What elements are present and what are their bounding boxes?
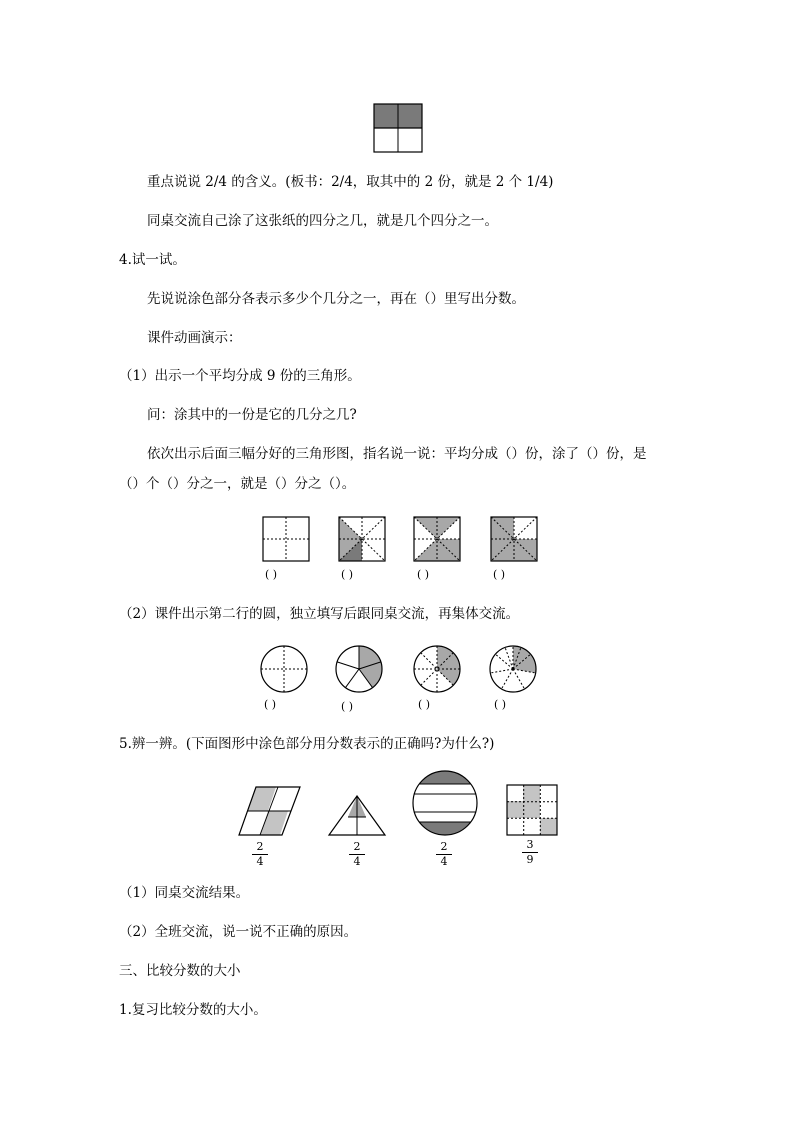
- answer-blank: ( ): [341, 568, 354, 581]
- striped-circle-figure: [410, 770, 480, 836]
- text-line: 重点说说 2/4 的含义。(板书：2/4，取其中的 2 份，就是 2 个 1/4): [147, 174, 554, 190]
- text-line: 1.复习比较分数的大小。: [119, 1002, 267, 1018]
- section-heading: 4.试一试。: [119, 252, 186, 268]
- answer-blank: ( ): [494, 698, 507, 711]
- fraction-label: [249, 841, 271, 868]
- answer-blank: ( ): [341, 700, 354, 713]
- circle-figure-1: [259, 644, 309, 694]
- fraction-numerator: 3: [526, 838, 534, 851]
- top-square-figure: [373, 103, 423, 153]
- fraction-denominator: 9: [526, 853, 534, 866]
- square-figure-3: [413, 516, 461, 562]
- section-heading: 三、比较分数的大小: [119, 963, 241, 979]
- text-line: 同桌交流自己涂了这张纸的四分之几，就是几个四分之一。: [147, 213, 498, 229]
- text-line: 先说说涂色部分各表示多少个几分之一，再在（）里写出分数。: [147, 291, 525, 307]
- section-heading: 5.辨一辨。(下面图形中涂色部分用分数表示的正确吗?为什么?): [119, 736, 495, 752]
- circle-figure-4: [488, 644, 538, 694]
- text-line: 课件动画演示：: [147, 330, 242, 346]
- circle-figure-3: [412, 644, 462, 694]
- fraction-numerator: 2: [256, 840, 264, 853]
- square-figure-2: [338, 516, 386, 562]
- fraction-label: [346, 841, 368, 868]
- grid-square-figure: [506, 784, 558, 836]
- fraction-numerator: 2: [440, 840, 448, 853]
- text-line: （2）全班交流，说一说不正确的原因。: [119, 924, 358, 940]
- fraction-numerator: 2: [353, 840, 361, 853]
- text-line: （1）同桌交流结果。: [119, 885, 250, 901]
- text-line: （2）课件出示第二行的圆，独立填写后跟同桌交流，再集体交流。: [119, 606, 520, 622]
- circle-figure-2: [334, 644, 384, 694]
- answer-blank: ( ): [265, 568, 278, 581]
- text-line: 依次出示后面三幅分好的三角形图，指名说一说：平均分成（）份，涂了（）份，是: [147, 446, 647, 462]
- text-line: （1）出示一个平均分成 9 份的三角形。: [119, 368, 361, 384]
- fraction-denominator: 4: [353, 855, 361, 868]
- square-figure-1: [262, 516, 310, 562]
- fraction-label: [519, 839, 541, 866]
- answer-blank: ( ): [417, 568, 430, 581]
- fraction-denominator: 4: [256, 855, 264, 868]
- fraction-label: [433, 841, 455, 868]
- square-figure-4: [490, 516, 538, 562]
- answer-blank: ( ): [418, 698, 431, 711]
- fraction-denominator: 4: [440, 855, 448, 868]
- answer-blank: ( ): [493, 568, 506, 581]
- answer-blank: ( ): [264, 698, 277, 711]
- text-line: （）个（）分之一，就是（）分之（）。: [119, 476, 356, 492]
- text-line: 问：涂其中的一份是它的几分之几?: [147, 407, 357, 423]
- triangle-figure: [327, 795, 387, 837]
- parallelogram-figure: [238, 786, 302, 836]
